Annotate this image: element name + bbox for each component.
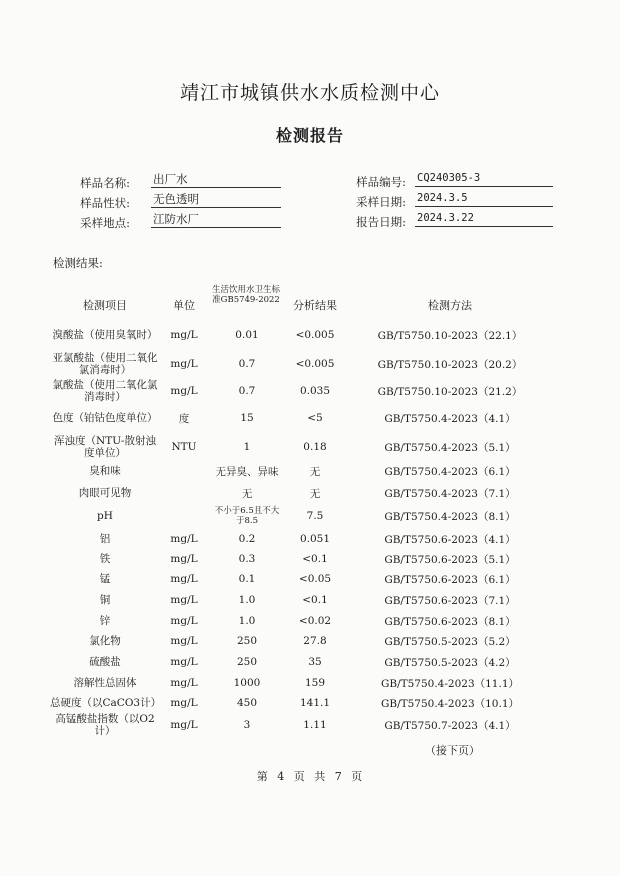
report-date-value: 2024.3.22 (415, 211, 553, 227)
result-cell: <0.1 (302, 553, 328, 565)
method-cell: GB/T5750.10-2023（21.2） (377, 385, 523, 398)
method-cell: GB/T5750.4-2023（8.1） (384, 510, 516, 523)
report-date-label: 报告日期: (356, 215, 406, 229)
item-cell: 铁 (99, 552, 111, 565)
item-cell: 浑浊度（NTU-散射浊度单位） (54, 434, 156, 459)
sample-state-label: 样品性状: (80, 196, 130, 210)
sampling-location-label: 采样地点: (80, 216, 130, 230)
standard-cell: 250 (236, 656, 258, 668)
result-cell: 无 (309, 487, 321, 500)
method-cell: GB/T5750.6-2023（8.1） (384, 615, 516, 628)
item-cell: 氯酸盐（使用二氧化氯消毒时） (52, 378, 158, 403)
sample-code-label: 样品编号: (356, 175, 406, 189)
result-cell: 141.1 (299, 697, 331, 709)
unit-cell: mg/L (170, 329, 198, 341)
unit-cell: mg/L (170, 697, 198, 709)
item-cell: 锰 (99, 572, 111, 585)
header-result: 分析结果 (293, 299, 337, 312)
method-cell: GB/T5750.6-2023（5.1） (384, 553, 516, 566)
method-cell: GB/T5750.10-2023（20.2） (377, 358, 523, 371)
unit-cell: 度 (178, 412, 190, 425)
report-title: 检测报告 (275, 126, 344, 145)
item-cell: 溶解性总固体 (73, 676, 137, 689)
result-cell: <0.1 (302, 594, 328, 606)
method-cell: GB/T5750.4-2023（10.1） (380, 697, 520, 710)
method-cell: GB/T5750.4-2023（11.1） (380, 677, 520, 690)
result-cell: 27.8 (303, 635, 327, 647)
result-cell: 0.035 (299, 385, 331, 397)
standard-cell: 1000 (233, 677, 261, 689)
item-cell: 硫酸盐 (89, 655, 121, 668)
item-cell: 铝 (99, 532, 111, 545)
standard-cell: 不小于6.5且不大于8.5 (214, 506, 280, 526)
item-cell: 溴酸盐（使用臭氧时） (52, 328, 158, 341)
standard-cell: 0.1 (238, 573, 256, 585)
item-cell: 肉眼可见物 (78, 486, 132, 499)
continued-note: （接下页） (425, 744, 480, 757)
unit-cell: mg/L (170, 385, 198, 397)
unit-cell: mg/L (170, 615, 198, 627)
method-cell: GB/T5750.7-2023（4.1） (384, 719, 516, 732)
unit-cell (165, 505, 203, 527)
item-cell: 锌 (99, 614, 111, 627)
item-cell: 总硬度（以CaCO3计） (50, 696, 162, 709)
item-cell: 高锰酸盐指数（以O2计） (55, 712, 155, 737)
sample-name-value: 出厂水 (151, 172, 281, 188)
item-cell: pH (97, 509, 113, 522)
header-item: 检测项目 (83, 299, 127, 312)
result-cell: <0.005 (295, 358, 335, 370)
unit-cell: mg/L (170, 677, 198, 689)
result-cell: 159 (304, 677, 326, 689)
unit-cell: mg/L (170, 594, 198, 606)
standard-cell: 250 (236, 635, 258, 647)
result-cell: 0.18 (303, 441, 327, 453)
sample-code-value: CQ240305-3 (415, 171, 553, 187)
result-cell: 1.11 (303, 719, 327, 731)
unit-cell: mg/L (170, 553, 198, 565)
unit-cell: mg/L (170, 533, 198, 545)
item-cell: 氯化物 (89, 634, 121, 647)
standard-cell: 450 (236, 697, 258, 709)
result-cell: <0.005 (295, 329, 335, 341)
unit-cell: mg/L (170, 635, 198, 647)
unit-cell: mg/L (170, 358, 198, 370)
result-cell: <0.02 (298, 615, 332, 627)
unit-cell: mg/L (170, 719, 198, 731)
standard-cell: 3 (243, 719, 251, 731)
unit-cell: mg/L (170, 656, 198, 668)
standard-cell: 1 (243, 441, 251, 453)
standard-cell: 0.7 (238, 385, 256, 397)
standard-cell: 无 (241, 487, 253, 500)
standard-cell: 15 (240, 412, 254, 424)
unit-cell (165, 482, 203, 504)
method-cell: GB/T5750.6-2023（6.1） (384, 573, 516, 586)
method-cell: GB/T5750.6-2023（7.1） (384, 594, 516, 607)
results-section-label: 检测结果: (53, 256, 103, 270)
page-number: 第 4 页 共 7 页 (256, 770, 364, 783)
result-cell: 35 (308, 656, 322, 668)
result-cell: 7.5 (306, 510, 324, 522)
standard-cell: 0.7 (238, 358, 256, 370)
sample-state-value: 无色透明 (151, 192, 281, 208)
sampling-date-value: 2024.3.5 (415, 191, 553, 207)
sampling-date-label: 采样日期: (356, 195, 406, 209)
sampling-location-value: 江防水厂 (151, 212, 281, 228)
unit-cell: mg/L (170, 573, 198, 585)
standard-cell: 1.0 (238, 594, 256, 606)
result-cell: <5 (307, 412, 323, 424)
result-cell: <0.05 (298, 573, 332, 585)
sample-name-label: 样品名称: (80, 176, 130, 190)
organization-name: 靖江市城镇供水水质检测中心 (179, 82, 440, 104)
standard-cell: 无异臭、异味 (215, 465, 279, 478)
unit-cell: NTU (171, 441, 197, 453)
method-cell: GB/T5750.10-2023（22.1） (377, 329, 523, 342)
method-cell: GB/T5750.4-2023（6.1） (384, 465, 516, 478)
method-cell: GB/T5750.6-2023（4.1） (384, 533, 516, 546)
standard-cell: 1.0 (238, 615, 256, 627)
unit-cell (165, 460, 203, 482)
item-cell: 色度（铂钴色度单位） (52, 411, 158, 424)
result-cell: 无 (309, 465, 321, 478)
item-cell: 铜 (99, 593, 111, 606)
standard-cell: 0.2 (238, 533, 256, 545)
standard-cell: 0.01 (235, 329, 259, 341)
method-cell: GB/T5750.4-2023（5.1） (384, 441, 516, 454)
method-cell: GB/T5750.5-2023（5.2） (384, 635, 516, 648)
header-unit: 单位 (173, 299, 195, 312)
method-cell: GB/T5750.5-2023（4.2） (384, 656, 516, 669)
header-method: 检测方法 (428, 299, 472, 312)
method-cell: GB/T5750.4-2023（4.1） (384, 412, 516, 425)
item-cell: 亚氯酸盐（使用二氧化氯消毒时） (52, 351, 158, 376)
item-cell: 臭和味 (89, 464, 121, 477)
result-cell: 0.051 (299, 533, 331, 545)
header-standard: 生活饮用水卫生标准GB5749-2022 (212, 285, 281, 305)
method-cell: GB/T5750.4-2023（7.1） (384, 487, 516, 500)
standard-cell: 0.3 (238, 553, 256, 565)
